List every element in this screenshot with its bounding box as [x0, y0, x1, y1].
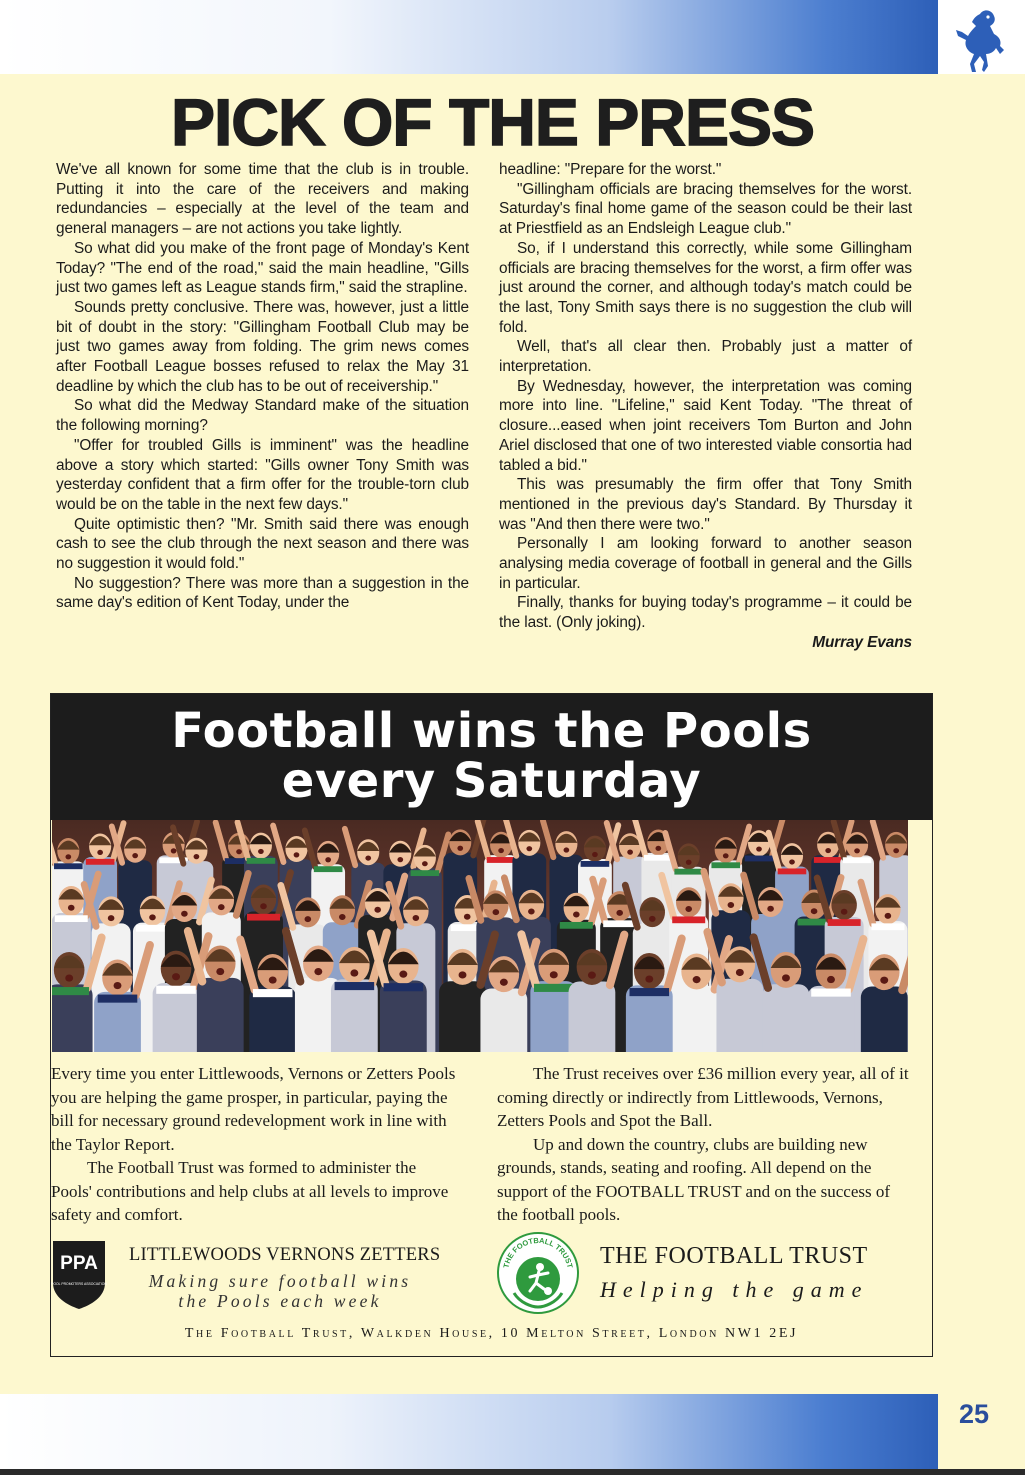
football-trust-advert [50, 693, 933, 1357]
football-trust-name: THE FOOTBALL TRUST [600, 1243, 868, 1269]
article-paragraph: Well, that's all clear then. Probably just a matter of interpretation. [499, 338, 912, 376]
article-paragraph: No suggestion? There was more than a suggestion in the same day's edition of Kent Today, under the [56, 574, 469, 612]
ppa-logo-text: PPA [60, 1253, 98, 1274]
ppa-logo-icon [51, 1239, 107, 1311]
pools-tagline-line1: Making sure football wins [148, 1271, 412, 1291]
advert-text-left [51, 1062, 461, 1227]
bottom-edge-strip [0, 1469, 1025, 1475]
advert-paragraph: Every time you enter Littlewoods, Vernons or Zetters Pools you are helping the game prosper, in particular, paying the bill for necessary ground redevelopment work in line with the Taylor Report. [51, 1064, 456, 1154]
article-paragraph: headline: "Prepare for the worst." [499, 161, 722, 178]
article-column-left [56, 160, 469, 613]
advert-paragraph: The Trust receives over £36 million every year, all of it coming directly or indirectly from Littlewoods, Vernons, Zetters Pools and Spot the Ball. [497, 1064, 909, 1130]
advert-text-right [497, 1062, 909, 1227]
article-paragraph: Sounds pretty conclusive. There was, however, just a little bit of doubt in the story: "Gillingham Football Club may be just two games away from folding. The grim news comes after Football League bosses refused to relax the May 31 deadline by which the club has to be out of receivership." [56, 298, 469, 395]
article-paragraph: Finally, thanks for buying today's programme – it could be the last. (Only joking). [499, 594, 912, 632]
article-paragraph: "Offer for troubled Gills is imminent" was the headline above a story which started: "Gills owner Tony Smith was yesterday confident that a firm offer for the trouble-torn club would be on the table in the next few days." [56, 436, 469, 513]
article-paragraph: Personally I am looking forward to another season analysing media coverage of football in general and the Gills in particular. [499, 535, 912, 592]
football-trust-logo-icon [496, 1231, 580, 1315]
advert-headline [51, 703, 932, 809]
pools-tagline [125, 1271, 435, 1311]
ppa-logo-subtext: POOL PROMOTERS ASSOCIATION [51, 1282, 107, 1286]
advert-paragraph: Up and down the country, clubs are building new grounds, stands, seating and roofing. All depend on the support of the FOOTBALL TRUST and on the success of the football pools. [497, 1134, 891, 1224]
article-paragraph: So what did you make of the front page of Monday's Kent Today? "The end of the road," said the main headline, "Gills just two games left as League stands firm," said the strapline. [56, 239, 469, 297]
article-paragraph: So what did the Medway Standard make of the situation the following morning? [56, 397, 469, 435]
pools-tagline-line2: the Pools each week [178, 1291, 382, 1311]
page-title: PICK OF THE PRESS [170, 85, 815, 159]
article-column-right [499, 160, 912, 653]
football-trust-address: The Football Trust, Walkden House, 10 Melton Street, London NW1 2EJ [184, 1326, 799, 1341]
top-gradient-band [0, 0, 938, 74]
kent-horse-logo-icon [950, 6, 1012, 74]
article-paragraph: "Gillingham officials are bracing themselves for the worst. Saturday's final home game of the season could be their last at Priestfield as an Endsleigh League club." [499, 180, 912, 238]
article-paragraph: By Wednesday, however, the interpretation was coming more into line. "Lifeline," said Kent Today. "The threat of closure...eased when joint receivers Tom Burton and John Ariel disclosed that one of two interested viable consortia had tabled a bid." [499, 377, 912, 474]
advert-headline-line2: every Saturday [281, 753, 702, 809]
trust-logo-text: THE FOOTBALL TRUST [501, 1235, 575, 1269]
bottom-gradient-band [0, 1394, 938, 1469]
article-paragraph: Quite optimistic then? "Mr. Smith said there was enough cash to see the club through the next season and there was no suggestion it would fold." [56, 515, 469, 573]
article-paragraph: We've all known for some time that the club is in trouble. Putting it into the care of the receivers and making redundancies – especially at the level of the team and general managers – are not actions you take lightly. [56, 161, 469, 238]
advert-paragraph: The Football Trust was formed to administer the Pools' contributions and help clubs at all levels to improve safety and comfort. [51, 1158, 449, 1224]
byline: Murray Evans [812, 633, 912, 651]
article-paragraph: This was presumably the firm offer that Tony Smith mentioned in the previous day's Standard. By Thursday it was "And then there were two." [499, 476, 912, 533]
advert-headline-line1: Football wins the Pools [171, 703, 812, 759]
advert-headline-banner [51, 694, 932, 820]
page-number: 25 [958, 1399, 990, 1429]
article-paragraph: So, if I understand this correctly, while some Gillingham officials are bracing themselves for the worst, a firm offer was just around the corner, and although today's match could be the last, Tony Smith says there is no suggestion the club will fold. [499, 239, 912, 336]
pools-brands: LITTLEWOODS VERNONS ZETTERS [129, 1245, 441, 1265]
crowd-photo [52, 820, 908, 1052]
football-trust-tagline: Helping the game [600, 1277, 869, 1302]
